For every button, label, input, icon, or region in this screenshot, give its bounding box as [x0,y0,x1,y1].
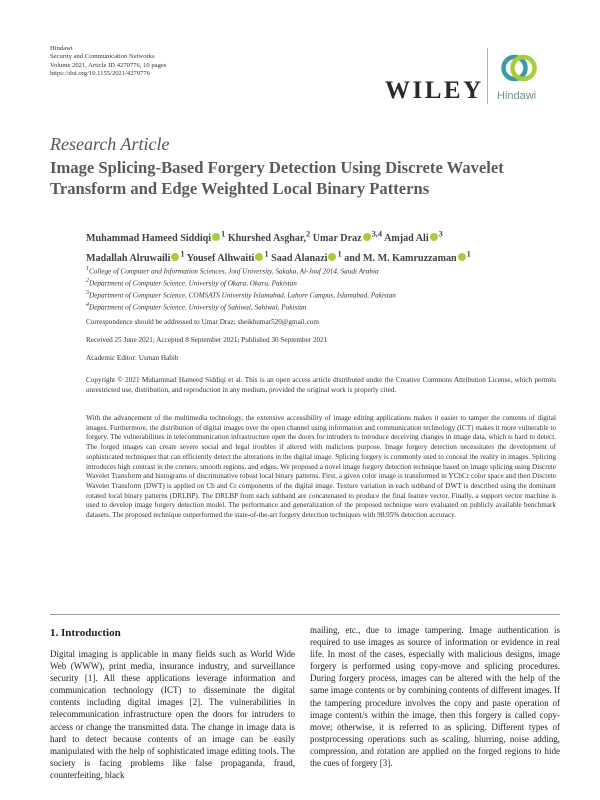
author-name: Khurshed Asghar, [227,233,306,245]
copyright-notice: Copyright © 2021 Muhammad Hameed Siddiqi et al. This is an open access article distributed under the Creative Commons Attribution License, which permits unrestricted use, distribution, and reproduction in any medium, provided the original work is properly cited. [86,376,556,394]
section-divider [50,614,560,615]
wiley-logo: WILEY [385,77,484,104]
orcid-icon[interactable] [458,253,466,261]
correspondence: Correspondence should be addressed to Umar Draz; sheikhumar520@gmail.com [86,318,319,326]
author-name: Madallah Alruwaili [86,252,171,264]
author-name: Muhammad Hameed Siddiqi [86,233,212,245]
orcid-icon[interactable] [212,233,220,241]
logo-divider [487,48,488,104]
affiliation-text: College of Computer and Information Sciences, Jouf University, Sakaka, Al-Jouf 2014, Saudi Arabia [89,267,379,276]
orcid-icon[interactable] [171,253,179,261]
author [227,230,313,245]
affiliation-sup: 2 [86,278,89,285]
author-affil-sup: 2 [305,230,311,239]
author-affil-sup: 1 [221,230,226,239]
affiliation-sup: 1 [86,266,89,272]
author-affil-sup: 3 [438,230,443,239]
orcid-icon[interactable] [328,253,336,261]
intro-column-right: mailing, etc., due to image tampering. Image authentication is required to use images as source of information or evidence in real life. In most of the cases, especially with malicious designs, image forgery is performed using copy-move and splicing procedures. During forgery process, images can be altered with the help of the same image contents or by combining contents of different images. If the tampering procedure involves the copy and paste operation of image content/s within the image, then this forgery is called copy-move; otherwise, it is referred to as splicing. Different types of postprocessing operations such as scaling, blurring, noise adding, compression, and rotation are applied on the forged regions to hide the cues of forgery [3]. [310,625,561,769]
author-affil-sup: 1 [264,249,269,259]
author-name: and M. M. Kamruzzaman [344,252,457,264]
author [86,230,228,245]
orcid-icon[interactable] [255,253,263,261]
author-name: Yousef Alhwaiti [186,252,255,264]
hindawi-logo-text: Hindawi [497,90,537,102]
affiliation [86,265,556,277]
author [344,249,471,264]
volume-info: Volume 2021, Article ID 4270776, 10 pages [50,61,167,69]
affiliation [86,289,556,301]
academic-editor: Academic Editor: Usman Habib [86,354,179,362]
affiliation [86,277,556,289]
author-name: Umar Draz [312,233,362,245]
hindawi-rings-icon [499,48,539,88]
author [86,249,187,264]
paper-title: Image Splicing-Based Forgery Detection Using Discrete Wavelet Transform and Edge Weighted Local Binary Patterns [50,158,504,198]
author-affil-sup: 3,4 [371,230,383,239]
affiliation-text: Department of Computer Science, COMSATS University Islamabad, Lahore Campus, Islamabad, Pakistan [89,291,396,300]
affiliation-sup: 4 [86,302,89,309]
doi-link[interactable]: https://doi.org/10.1155/2021/4270776 [50,70,151,78]
author-list [86,228,556,266]
affiliation [86,301,556,313]
affiliation-sup: 3 [86,290,89,297]
orcid-icon[interactable] [430,233,438,241]
author [384,230,443,245]
author-name: Amjad Ali [384,233,429,245]
orcid-icon[interactable] [363,233,371,241]
affiliation-text: Department of Computer Science, University of Sahiwal, Sahiwal, Pakistan [89,303,307,312]
article-type: Research Article [50,134,170,154]
affiliations [86,265,556,313]
abstract: With the advancement of the multimedia technology, the extensive accessibility of image editing applications makes it easier to tamper the contents of digital images. Furthermore, the distribution of digital images over the open channel using information and communication technology (ICT) makes it more vulnerable to forgery. The vulnerabilities in telecommunication infrastructure open the doors for intruders to introduce deceiving changes in image data, which is hard to detect. The forged images can create severe social and legal troubles if altered with malicious purpose. Image forgery detection necessitates the development of sophisticated techniques that can efficiently detect the alterations in the digital image. Splicing forgery is commonly used to conceal the reality in images. Splicing introduces high contrast in the corners, smooth regions, and edges. We proposed a novel image forgery detection technique based on image splicing using Discrete Wavelet Transform and histograms of discriminative robust local binary patterns. First, a given color image is transformed in YCbCr color space and then Discrete Wavelet Transform (DWT) is applied on Cb and Cr components of the digital image. Texture variation in each subband of DWT is described using the dominant rotated local binary patterns (DRLBP). The DRLBP from each subband are concatenated to produce the final feature vector. Finally, a support vector machine is used to develop image forgery detection model. The performance and generalization of the proposed technique were evaluated on publicly available benchmark datasets. The proposed technique outperformed the state-of-the-art forgery detection techniques with 98.95% detection accuracy. [86,414,556,520]
intro-column-left: Digital imaging is applicable in many fields such as World Wide Web (WWW), print media, insurance industry, and surveillance security [1]. All these applications leverage information and communication technology (ICT) to disseminate the digital contents including digital images [2]. The vulnerabilities in telecommunication infrastructure open the doors for intruders to access or change the transmitted data. The change in image data is hard to detect because contents of an image can be easily manipulated with the help of sophisticated image editing tools. The society is facing problems like false propaganda, fraud, counterfeiting, black [50,649,295,780]
section-heading: 1. Introduction [50,627,121,639]
hindawi-logo-icon [499,48,539,88]
publication-dates: Received 25 June 2021; Accepted 8 September 2021; Published 30 September 2021 [86,336,328,344]
author [312,230,384,245]
author-affil-sup: 1 [337,249,342,259]
author-name: Saad Alanazi [271,252,328,264]
author-affil-sup: 1 [180,249,185,259]
journal-header [50,45,310,79]
author [271,249,344,264]
journal-name: Security and Communication Networks [50,53,155,61]
affiliation-text: Department of Computer Science, University of Okara, Okara, Pakistan [89,279,297,288]
author [186,249,271,264]
author-affil-sup: 1 [466,249,471,259]
publisher-name: Hindawi [50,45,73,52]
